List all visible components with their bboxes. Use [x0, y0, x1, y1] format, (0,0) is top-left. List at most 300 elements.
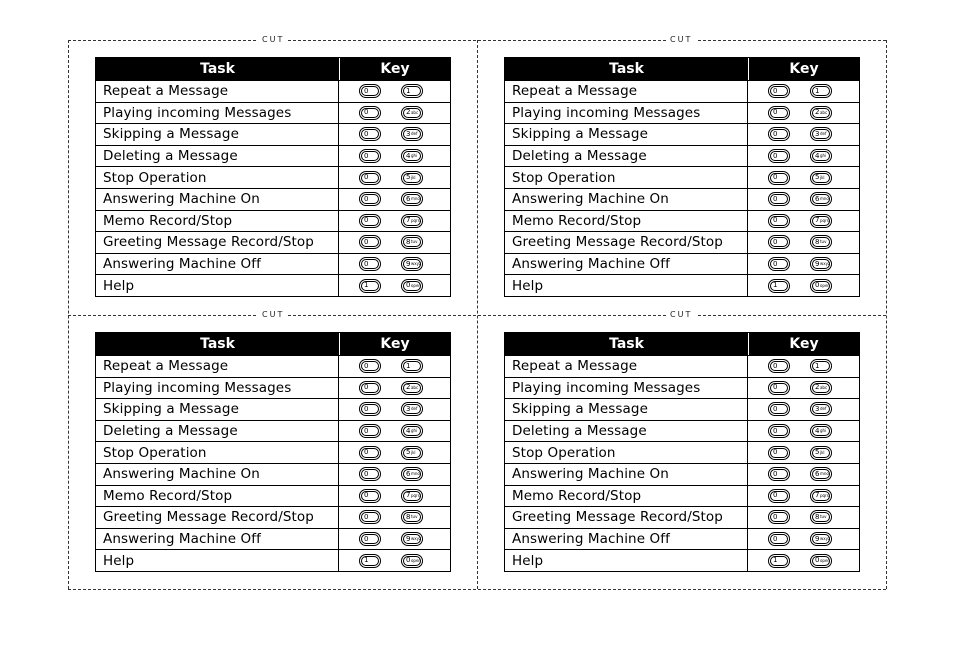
keypad-key-icon [768, 424, 790, 438]
task-label: Skipping a Message [96, 124, 339, 145]
key-digit: 0 [773, 129, 778, 138]
key-digit: 7 [815, 491, 820, 500]
key-digit: 2 [815, 108, 820, 117]
keypad-key-icon [359, 554, 381, 568]
keypad-key-icon [401, 149, 423, 163]
key-column-header: Key [380, 336, 410, 352]
reference-card-top-right [504, 57, 860, 297]
keypad-key-icon [401, 424, 423, 438]
key-digit: 5 [406, 173, 411, 182]
key-digit: 0 [773, 361, 778, 370]
key-digit: 5 [406, 448, 411, 457]
key-combination [339, 189, 450, 210]
key-combination [339, 124, 450, 145]
key-combination [748, 421, 859, 442]
cut-line-left [68, 40, 69, 589]
task-label: Deleting a Message [505, 146, 748, 167]
keypad-key-icon [810, 402, 832, 416]
reference-card-top-left [95, 57, 451, 297]
key-letters: wxyz [819, 261, 831, 267]
cut-label: CUT [258, 310, 288, 320]
keypad-key-icon [401, 84, 423, 98]
table-row [505, 528, 859, 550]
keypad-key-icon [359, 424, 381, 438]
table-row [505, 253, 859, 275]
key-digit: 9 [406, 259, 411, 268]
key-combination [748, 507, 859, 528]
key-combination [748, 275, 859, 296]
task-label: Memo Record/Stop [96, 211, 339, 232]
key-letters: tuv [819, 514, 827, 520]
keypad-key-icon [359, 214, 381, 228]
task-label: Help [96, 275, 339, 296]
table-row [505, 355, 859, 377]
task-label: Deleting a Message [96, 146, 339, 167]
task-label: Playing incoming Messages [505, 378, 748, 399]
keypad-key-icon [401, 257, 423, 271]
key-combination [748, 464, 859, 485]
key-digit: 1 [364, 281, 369, 290]
key-digit: 3 [815, 404, 820, 413]
table-header [505, 58, 859, 80]
task-label: Memo Record/Stop [505, 211, 748, 232]
keypad-key-icon [810, 446, 832, 460]
key-combination [339, 529, 450, 550]
key-digit: 0 [364, 361, 369, 370]
key-combination [339, 378, 450, 399]
key-digit: 0 [773, 448, 778, 457]
table-row [96, 210, 450, 232]
key-digit: 4 [406, 426, 411, 435]
key-digit: 3 [815, 129, 820, 138]
key-digit: 2 [815, 383, 820, 392]
table-row [505, 145, 859, 167]
key-column-header: Key [789, 61, 819, 77]
key-letters: tuv [410, 514, 418, 520]
keypad-key-icon [810, 532, 832, 546]
key-digit: 0 [364, 512, 369, 521]
key-digit: 7 [406, 216, 411, 225]
key-letters: def [410, 131, 418, 137]
keypad-key-icon [359, 257, 381, 271]
table-row [96, 398, 450, 420]
keypad-key-icon [359, 359, 381, 373]
key-digit: 4 [406, 151, 411, 160]
key-letters: pqrs [819, 217, 829, 223]
keypad-key-icon [768, 214, 790, 228]
key-combination [748, 103, 859, 124]
key-digit: 0 [773, 151, 778, 160]
key-combination [339, 81, 450, 102]
task-column-header: Task [96, 58, 340, 80]
key-digit: 0 [815, 281, 820, 290]
key-digit: 0 [364, 194, 369, 203]
key-digit: 9 [815, 534, 820, 543]
key-combination [339, 421, 450, 442]
key-digit: 3 [406, 129, 411, 138]
reference-card-bottom-right [504, 332, 860, 572]
key-letters: jkl [819, 174, 825, 180]
key-combination [748, 232, 859, 253]
keypad-key-icon [401, 402, 423, 416]
keypad-key-icon [810, 489, 832, 503]
keypad-key-icon [359, 510, 381, 524]
keypad-key-icon [401, 381, 423, 395]
key-combination [748, 167, 859, 188]
cut-line-right [886, 40, 887, 589]
key-digit: 0 [364, 404, 369, 413]
keypad-key-icon [810, 554, 832, 568]
task-label: Deleting a Message [96, 421, 339, 442]
key-letters: ghi [819, 153, 827, 159]
task-label: Playing incoming Messages [96, 103, 339, 124]
table-row [505, 463, 859, 485]
task-label: Help [96, 550, 339, 571]
key-digit: 0 [773, 491, 778, 500]
key-digit: 0 [364, 237, 369, 246]
task-label: Repeat a Message [96, 81, 339, 102]
task-label: Playing incoming Messages [505, 103, 748, 124]
keypad-key-icon [768, 359, 790, 373]
keypad-key-icon [401, 279, 423, 293]
key-digit: 1 [773, 281, 778, 290]
key-digit: 1 [773, 556, 778, 565]
reference-card-bottom-left [95, 332, 451, 572]
table-row [505, 80, 859, 102]
keypad-key-icon [810, 424, 832, 438]
keypad-key-icon [401, 127, 423, 141]
table-row [96, 274, 450, 296]
key-digit: 0 [406, 556, 411, 565]
key-combination [339, 550, 450, 571]
cut-line-bottom [68, 589, 886, 590]
table-header [96, 333, 450, 355]
key-letters: mno [819, 471, 829, 477]
table-row [96, 253, 450, 275]
key-letters: oper [819, 282, 830, 288]
key-letters: abc [410, 384, 419, 390]
key-combination [339, 232, 450, 253]
keypad-key-icon [401, 214, 423, 228]
table-row [505, 166, 859, 188]
keypad-key-icon [359, 381, 381, 395]
key-letters: jkl [819, 449, 825, 455]
key-combination [748, 189, 859, 210]
key-letters: jkl [410, 174, 416, 180]
keypad-key-icon [810, 106, 832, 120]
key-digit: 7 [815, 216, 820, 225]
key-digit: 0 [364, 448, 369, 457]
keypad-key-icon [810, 235, 832, 249]
keypad-key-icon [768, 235, 790, 249]
key-digit: 9 [815, 259, 820, 268]
key-digit: 5 [815, 173, 820, 182]
task-label: Answering Machine On [96, 189, 339, 210]
keypad-key-icon [768, 532, 790, 546]
key-letters: wxyz [410, 536, 422, 542]
cut-label: CUT [258, 35, 288, 45]
task-label: Answering Machine Off [505, 529, 748, 550]
task-label: Playing incoming Messages [96, 378, 339, 399]
keypad-key-icon [401, 554, 423, 568]
key-letters: wxyz [819, 536, 831, 542]
task-label: Skipping a Message [505, 124, 748, 145]
table-row [96, 377, 450, 399]
key-digit: 0 [406, 281, 411, 290]
table-row [96, 166, 450, 188]
key-digit: 3 [406, 404, 411, 413]
key-digit: 0 [364, 173, 369, 182]
task-label: Memo Record/Stop [96, 486, 339, 507]
key-letters: oper [410, 557, 421, 563]
keypad-key-icon [359, 192, 381, 206]
key-digit: 0 [773, 512, 778, 521]
key-digit: 0 [364, 426, 369, 435]
table-header [505, 333, 859, 355]
key-letters: tuv [410, 239, 418, 245]
key-combination [748, 211, 859, 232]
key-digit: 8 [406, 512, 411, 521]
table-row [96, 231, 450, 253]
key-digit: 6 [406, 469, 411, 478]
key-combination [339, 167, 450, 188]
key-letters: abc [819, 384, 828, 390]
task-label: Memo Record/Stop [505, 486, 748, 507]
key-digit: 0 [773, 426, 778, 435]
key-digit: 0 [364, 491, 369, 500]
task-label: Repeat a Message [505, 356, 748, 377]
table-row [96, 528, 450, 550]
cut-label: CUT [666, 35, 696, 45]
key-letters: abc [819, 109, 828, 115]
key-digit: 1 [406, 361, 411, 370]
task-label: Answering Machine On [96, 464, 339, 485]
keypad-key-icon [768, 446, 790, 460]
keypad-key-icon [401, 359, 423, 373]
keypad-key-icon [359, 106, 381, 120]
keypad-key-icon [768, 106, 790, 120]
keypad-key-icon [810, 467, 832, 481]
task-column-header: Task [96, 333, 340, 355]
key-combination [748, 529, 859, 550]
key-digit: 0 [773, 173, 778, 182]
table-row [96, 441, 450, 463]
keypad-key-icon [359, 467, 381, 481]
key-combination [748, 356, 859, 377]
key-digit: 0 [364, 151, 369, 160]
key-letters: ghi [819, 428, 827, 434]
table-row [96, 123, 450, 145]
keypad-key-icon [810, 171, 832, 185]
table-row [96, 549, 450, 571]
task-label: Skipping a Message [505, 399, 748, 420]
keypad-key-icon [810, 510, 832, 524]
task-label: Answering Machine Off [96, 254, 339, 275]
task-column-header: Task [505, 333, 749, 355]
key-digit: 0 [364, 86, 369, 95]
key-digit: 1 [364, 556, 369, 565]
keypad-key-icon [401, 235, 423, 249]
key-digit: 6 [406, 194, 411, 203]
key-digit: 0 [364, 129, 369, 138]
keypad-key-icon [768, 402, 790, 416]
key-combination [748, 254, 859, 275]
key-letters: ghi [410, 153, 418, 159]
task-label: Greeting Message Record/Stop [96, 507, 339, 528]
keypad-key-icon [810, 381, 832, 395]
key-digit: 0 [773, 194, 778, 203]
key-combination [339, 103, 450, 124]
keypad-key-icon [768, 489, 790, 503]
key-digit: 0 [773, 383, 778, 392]
task-label: Answering Machine On [505, 189, 748, 210]
keypad-key-icon [401, 489, 423, 503]
key-letters: mno [819, 196, 829, 202]
key-digit: 0 [364, 383, 369, 392]
keypad-key-icon [359, 446, 381, 460]
key-combination [339, 146, 450, 167]
table-row [96, 420, 450, 442]
key-column-header: Key [789, 336, 819, 352]
task-label: Help [505, 550, 748, 571]
keypad-key-icon [401, 192, 423, 206]
key-digit: 6 [815, 194, 820, 203]
task-label: Stop Operation [96, 167, 339, 188]
key-letters: oper [819, 557, 830, 563]
keypad-key-icon [401, 446, 423, 460]
table-row [96, 463, 450, 485]
task-label: Deleting a Message [505, 421, 748, 442]
table-row [505, 420, 859, 442]
key-combination [339, 507, 450, 528]
table-row [505, 549, 859, 571]
keypad-key-icon [810, 214, 832, 228]
key-combination [748, 146, 859, 167]
task-label: Stop Operation [96, 442, 339, 463]
key-letters: def [410, 406, 418, 412]
key-digit: 0 [815, 556, 820, 565]
keypad-key-icon [810, 127, 832, 141]
key-letters: abc [410, 109, 419, 115]
cut-label: CUT [666, 310, 696, 320]
table-header [96, 58, 450, 80]
task-label: Help [505, 275, 748, 296]
keypad-key-icon [768, 84, 790, 98]
key-combination [748, 378, 859, 399]
keypad-key-icon [359, 489, 381, 503]
key-letters: def [819, 406, 827, 412]
table-row [505, 123, 859, 145]
keypad-key-icon [810, 257, 832, 271]
key-digit: 0 [773, 259, 778, 268]
key-combination [339, 442, 450, 463]
key-combination [748, 442, 859, 463]
keypad-key-icon [810, 149, 832, 163]
key-combination [748, 124, 859, 145]
keypad-key-icon [359, 149, 381, 163]
key-digit: 0 [364, 108, 369, 117]
key-digit: 2 [406, 383, 411, 392]
key-digit: 6 [815, 469, 820, 478]
task-label: Answering Machine On [505, 464, 748, 485]
key-letters: jkl [410, 449, 416, 455]
key-letters: def [819, 131, 827, 137]
key-combination [339, 399, 450, 420]
keypad-key-icon [768, 467, 790, 481]
table-row [96, 80, 450, 102]
keypad-key-icon [359, 171, 381, 185]
keypad-key-icon [768, 171, 790, 185]
key-letters: pqrs [410, 492, 420, 498]
key-letters: ghi [410, 428, 418, 434]
cut-line-center [477, 40, 478, 589]
keypad-key-icon [401, 532, 423, 546]
keypad-key-icon [810, 279, 832, 293]
key-digit: 8 [815, 512, 820, 521]
key-digit: 0 [773, 534, 778, 543]
key-digit: 0 [773, 404, 778, 413]
table-row [96, 506, 450, 528]
table-row [505, 210, 859, 232]
key-letters: mno [410, 471, 420, 477]
key-digit: 1 [815, 361, 820, 370]
key-combination [339, 486, 450, 507]
keypad-key-icon [768, 257, 790, 271]
key-digit: 5 [815, 448, 820, 457]
task-label: Greeting Message Record/Stop [96, 232, 339, 253]
key-letters: pqrs [410, 217, 420, 223]
key-combination [748, 399, 859, 420]
key-digit: 0 [773, 469, 778, 478]
keypad-key-icon [768, 127, 790, 141]
table-row [96, 485, 450, 507]
task-label: Greeting Message Record/Stop [505, 232, 748, 253]
keypad-key-icon [768, 279, 790, 293]
keypad-key-icon [810, 192, 832, 206]
keypad-key-icon [401, 106, 423, 120]
keypad-key-icon [359, 84, 381, 98]
table-row [96, 145, 450, 167]
key-letters: pqrs [819, 492, 829, 498]
key-letters: tuv [819, 239, 827, 245]
task-label: Answering Machine Off [505, 254, 748, 275]
task-label: Greeting Message Record/Stop [505, 507, 748, 528]
key-digit: 8 [815, 237, 820, 246]
table-row [96, 188, 450, 210]
key-combination [339, 254, 450, 275]
key-digit: 0 [364, 259, 369, 268]
key-digit: 1 [815, 86, 820, 95]
key-digit: 8 [406, 237, 411, 246]
key-combination [748, 486, 859, 507]
key-digit: 0 [364, 469, 369, 478]
key-digit: 9 [406, 534, 411, 543]
table-row [505, 485, 859, 507]
key-digit: 2 [406, 108, 411, 117]
keypad-key-icon [359, 127, 381, 141]
key-digit: 0 [773, 108, 778, 117]
key-digit: 0 [773, 237, 778, 246]
table-row [505, 274, 859, 296]
key-digit: 7 [406, 491, 411, 500]
task-label: Stop Operation [505, 442, 748, 463]
task-label: Skipping a Message [96, 399, 339, 420]
task-label: Stop Operation [505, 167, 748, 188]
task-label: Repeat a Message [96, 356, 339, 377]
table-row [96, 102, 450, 124]
key-combination [339, 464, 450, 485]
key-digit: 0 [773, 86, 778, 95]
